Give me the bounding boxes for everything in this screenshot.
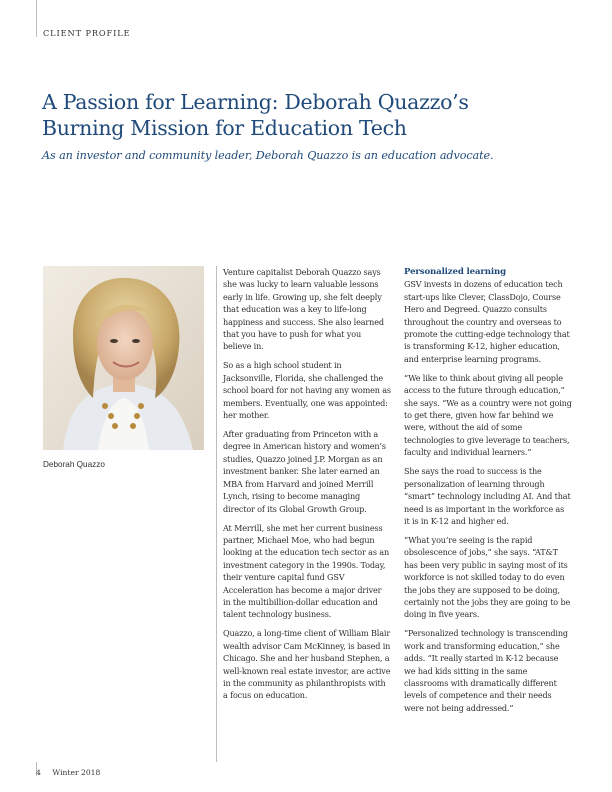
- body-paragraph: “We like to think about giving all people access to the future through education,” she says. “We as a country were not going to get there, given how far behind we were, without the aid of some technologies to give leverage to teachers, faculty and individual learners.”: [404, 372, 572, 458]
- section-label: CLIENT PROFILE: [43, 28, 131, 38]
- column-rule: [216, 266, 217, 762]
- article-headline: [42, 89, 562, 141]
- headline-line-1: A Passion for Learning: Deborah Quazzo’s: [42, 90, 469, 114]
- body-paragraph: “What you’re seeing is the rapid obsolescence of jobs,” she says. “AT&T has been very public in saying most of its workforce is not skilled today to do even the jobs they are supposed to be doing, certainly not the jobs they are going to be doing in five years.: [404, 534, 571, 620]
- body-paragraph: Quazzo, a long-time client of William Blair wealth advisor Cam McKinney, is based in Chicago. She and her husband Stephen, a well-known real estate investor, are active in the community as philanthropists with a focus on education.: [223, 628, 391, 701]
- photo-caption: Deborah Quazzo: [43, 460, 105, 469]
- body-column-right: [404, 266, 572, 721]
- page-number: 4: [36, 768, 41, 777]
- body-paragraph: So as a high school student in Jacksonville, Florida, she challenged the school board for not having any women as members. Eventually, one was appointed: her mother.: [223, 360, 391, 421]
- article-deck: As an investor and community leader, Deborah Quazzo is an education advocate.: [42, 149, 494, 162]
- body-paragraph: At Merrill, she met her current business partner, Michael Moe, who had begun looking at the education tech sector as an investment category in the 1990s. Today, their venture capital fund GSV Acceleration has become a major driver in the multibillion-dollar education and talent technology business.: [223, 522, 390, 620]
- headline-line-2: Burning Mission for Education Tech: [42, 116, 407, 140]
- page-footer: [36, 768, 100, 777]
- issue-label: Winter 2018: [52, 768, 101, 777]
- body-paragraph: After graduating from Princeton with a degree in American history and women’s studies, Quazzo joined J.P. Morgan as an investment banker. She later earned an MBA from Harvard and joined Merrill Lynch, rising to become managing director of its Global Growth Group.: [223, 429, 386, 514]
- portrait-photo: [43, 266, 204, 450]
- body-column-left: [223, 266, 391, 708]
- header-rule: [36, 0, 37, 37]
- body-paragraph: GSV invests in dozens of education tech start-ups like Clever, ClassDojo, Course Hero and Degreed. Quazzo consults throughout the country and overseas to promote the cutting-edge technology that is transforming K-12, higher education, and enterprise learning programs.: [404, 279, 570, 364]
- subhead: Personalized learning: [404, 267, 506, 277]
- body-paragraph: Venture capitalist Deborah Quazzo says she was lucky to learn valuable lessons early in life. Growing up, she felt deeply that education was a key to life-long happiness and success. She also learned that you have to push for what you believe in.: [223, 267, 384, 352]
- portrait-illustration: [43, 266, 204, 450]
- body-paragraph: She says the road to success is the personalization of learning through “smart” technology including AI. And that need is as important in the workforce as it is in K-12 and higher ed.: [404, 466, 571, 526]
- body-paragraph: “Personalized technology is transcending work and transforming education,” she adds. “It really started in K-12 because we had kids sitting in the same classrooms with dramatically different levels of competence and their needs were not being addressed.”: [404, 628, 568, 713]
